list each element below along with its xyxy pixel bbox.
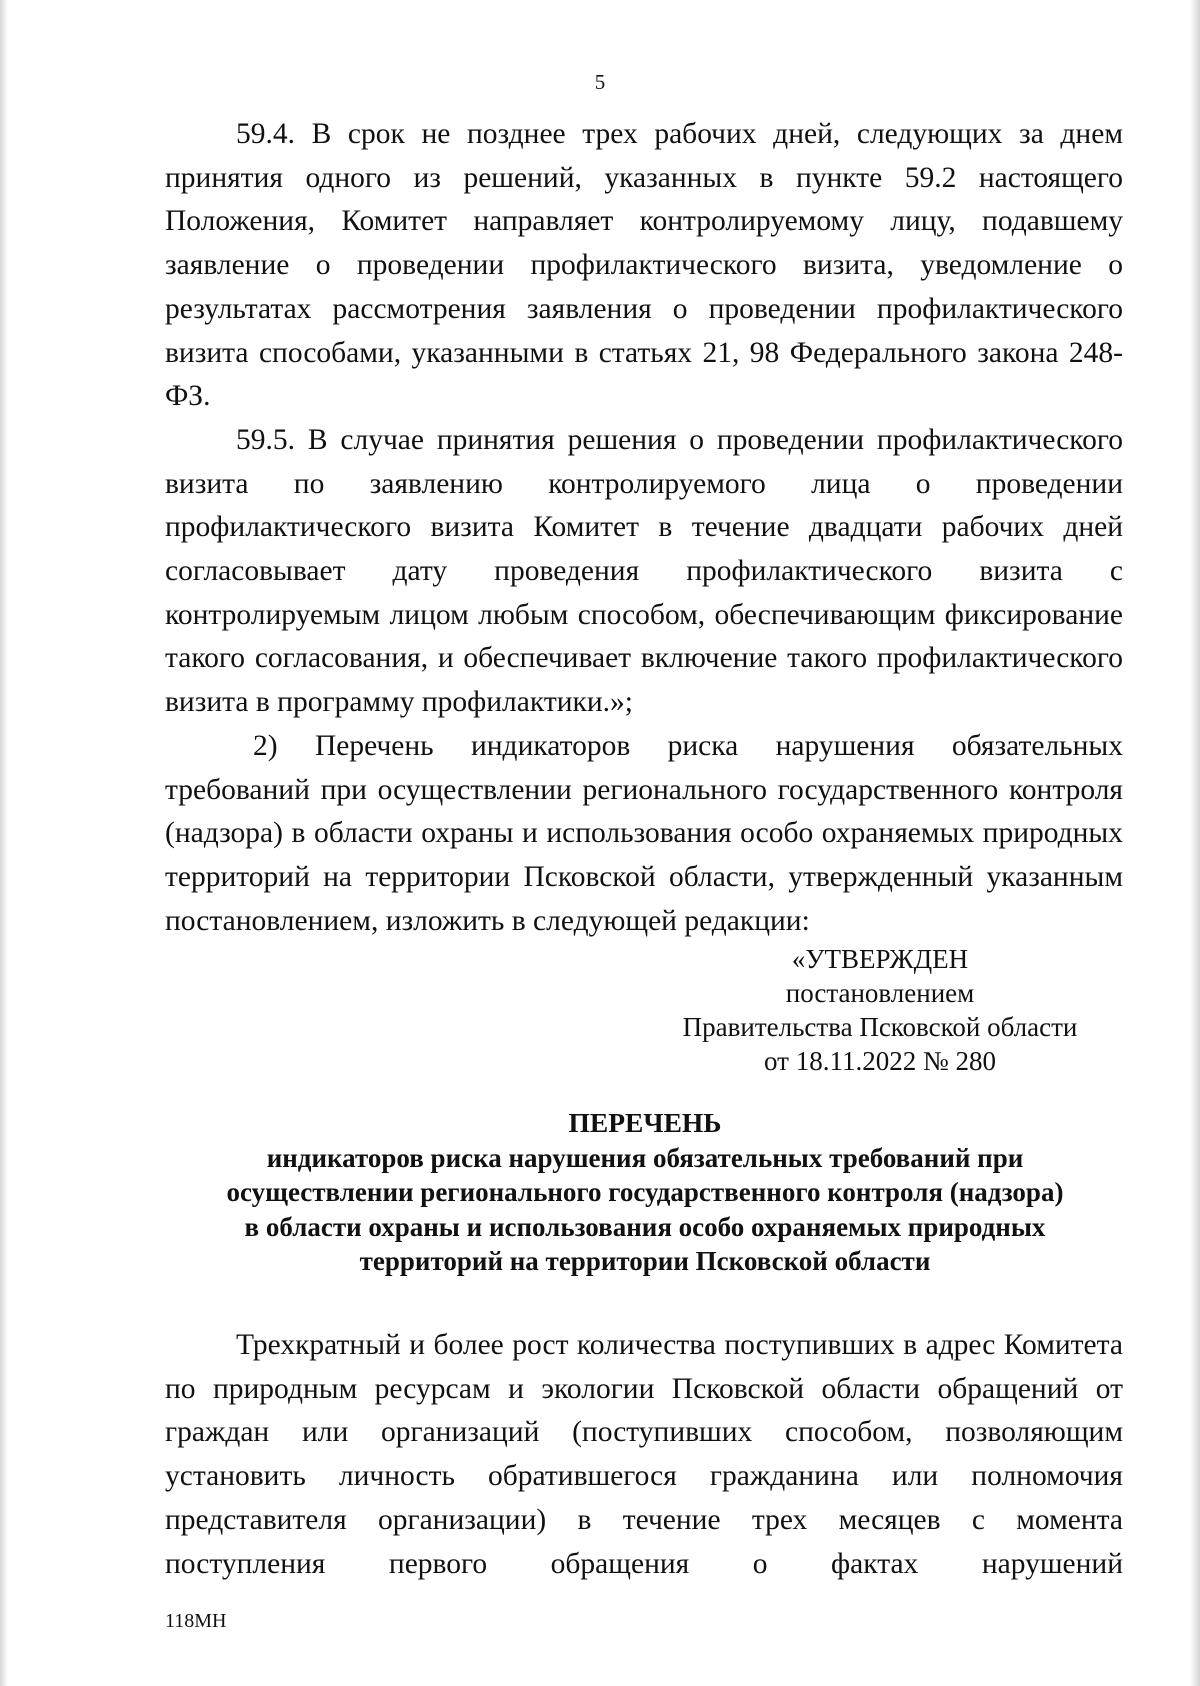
footer-document-code: 118МН [165, 1610, 227, 1632]
scan-edge-right [1190, 0, 1200, 1686]
paragraph-item-2: 2) Перечень индикаторов риска нарушения обязательных требований при осуществлении регионального государственного контроля (надзора) в области охраны и использования особо охраняемых природных территорий на территории Псковской области, утвержденный указанным постановлением, изложить в следующей редакции: [165, 729, 1123, 937]
list-heading: ПЕРЕЧЕНЬ [568, 1107, 722, 1138]
body-text-bottom [165, 1324, 1123, 1586]
list-title [160, 1106, 1130, 1279]
scan-edge-left [0, 0, 8, 1686]
list-title-line-3: в области охраны и использования особо охраняемых природных [244, 1211, 1046, 1242]
approval-stamp-block [620, 942, 1140, 1078]
approval-line-resolution: постановлением [785, 978, 975, 1008]
body-text-top [165, 113, 1123, 943]
approval-line-approved: «УТВЕРЖДЕН [791, 944, 969, 974]
paragraph-59-5: 59.5. В случае принятия решения о проведении профилактического визита по заявлению контролируемого лица о проведении профилактического визита Комитет в течение двадцати рабочих дней согласовывает дату проведения профилактического визита с контролируемым лицом любым способом, обеспечивающим фиксирование такого согласования, и обеспечивает включение такого профилактического визита в программу профилактики.»; [165, 423, 1123, 719]
list-title-line-4: территорий на территории Псковской области [359, 1246, 931, 1276]
approval-line-government: Правительства Псковской области [682, 1012, 1078, 1042]
list-title-line-1: индикаторов риска нарушения обязательных требований при [266, 1142, 1024, 1173]
approval-line-date-number: от 18.11.2022 № 280 [764, 1046, 996, 1076]
page-number: 5 [594, 70, 606, 94]
list-title-line-2: осуществлении регионального государственного контроля (надзора) [226, 1177, 1064, 1207]
paragraph-59-4: 59.4. В срок не позднее трех рабочих дней, следующих за днем принятия одного из решений, указанных в пункте 59.2 настоящего Положения, Комитет направляет контролируемому лицу, подавшему заявление о проведении профилактического визита, уведомление о результатах рассмотрения заявления о проведении профилактического визита способами, указанными в статьях 21, 98 Федерального закона 248-ФЗ. [165, 118, 1123, 413]
paragraph-indicator: Трехкратный и более рост количества поступивших в адрес Комитета по природным ресурсам и экологии Псковской области обращений от граждан или организаций (поступивших способом, позволяющим установить личность обратившегося гражданина или полномочия представителя организации) в течение трех месяцев с момента поступления первого обращения о фактах нарушений [165, 1329, 1123, 1580]
